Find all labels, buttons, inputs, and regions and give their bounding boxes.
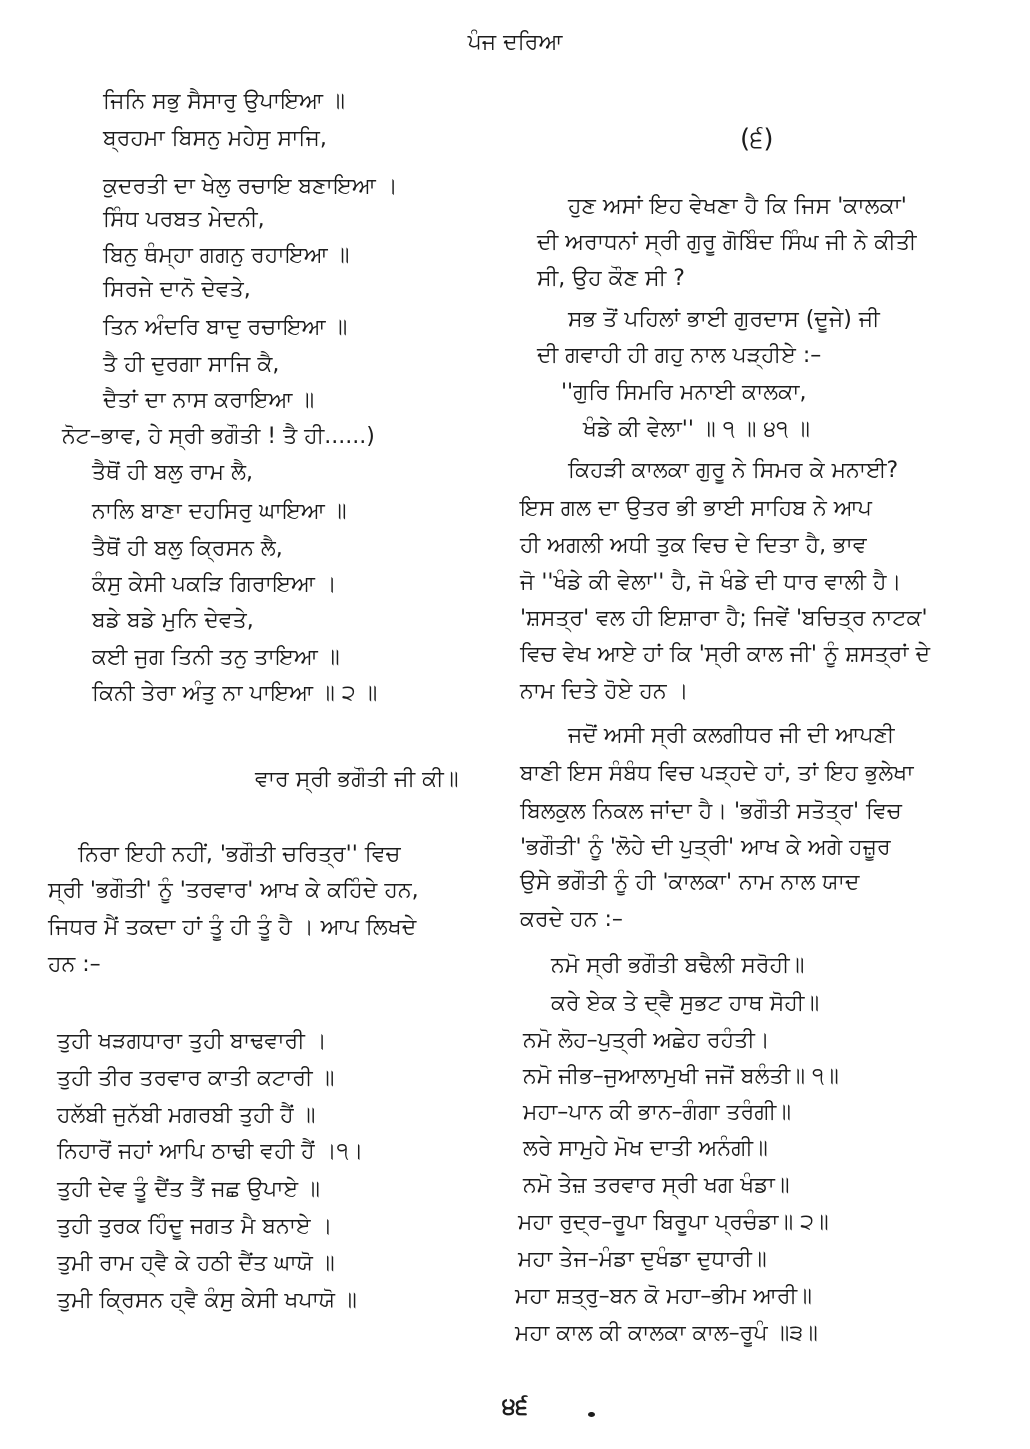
paragraph-line: 'ਸ਼ਸਤ੍ਰ' ਵਲ ਹੀ ਇਸ਼ਾਰਾ ਹੈ; ਜਿਵੇਂ 'ਬਚਿਤ੍ਰ ਨਾਟਕ' [520,606,928,631]
paragraph-line: ਸੀ, ਉਹ ਕੌਣ ਸੀ ? [537,266,685,291]
note-line: ਨੋਟ–ਭਾਵ, ਹੇ ਸ੍ਰੀ ਭਗੌਤੀ ! ਤੈ ਹੀ......) [62,424,375,449]
verse-line: ਤੁਹੀ ਤੀਰ ਤਰਵਾਰ ਕਾਤੀ ਕਟਾਰੀ ॥ [57,1066,335,1091]
verse-line: ਬ੍ਰਹਮਾ ਬਿਸਨੁ ਮਹੇਸੁ ਸਾਜਿ, [103,126,327,151]
verse-line: ਨਮੋ ਜੀਭ–ਜੁਆਲਾਮੁਖੀ ਜਜੋਂ ਬਲੰਤੀ॥ ੧॥ [523,1064,839,1089]
page-header: ਪੰਜ ਦਰਿਆ [467,30,563,55]
verse-line: ਬਡੇ ਬਡੇ ਮੁਨਿ ਦੇਵਤੇ, [92,608,254,633]
paragraph-line: ਜਿਧਰ ਮੈਂ ਤਕਦਾ ਹਾਂ ਤੂੰ ਹੀ ਤੂੰ ਹੈ । ਆਪ ਲਿਖਦੇ [48,915,417,940]
verse-line: ਤੁਮੀ ਰਾਮ ਹ੍ਵੈ ਕੇ ਹਠੀ ਦੈਂਤ ਘਾਯੋ ॥ [57,1251,335,1276]
paragraph-line: ਹਨ :– [48,952,101,977]
paragraph-line: ਨਿਰਾ ਇਹੀ ਨਹੀਂ, 'ਭਗੌਤੀ ਚਰਿਤ੍ਰ'' ਵਿਚ [78,842,401,867]
paragraph-line: ਉਸੇ ਭਗੌਤੀ ਨੂੰ ਹੀ 'ਕਾਲਕਾ' ਨਾਮ ਨਾਲ ਯਾਦ [520,870,860,895]
paragraph-line: ਇਸ ਗਲ ਦਾ ਉਤਰ ਭੀ ਭਾਈ ਸਾਹਿਬ ਨੇ ਆਪ [520,496,872,521]
paragraph-line: ਵਿਚ ਵੇਖ ਆਏ ਹਾਂ ਕਿ 'ਸ੍ਰੀ ਕਾਲ ਜੀ' ਨੂੰ ਸ਼ਸਤ੍ਰਾਂ ਦੇ [520,642,931,667]
verse-line: ਸਿੰਧ ਪਰਬਤ ਮੇਦਨੀ, [103,207,265,232]
verse-line: ਬਿਨੁ ਥੰਮ੍ਹਾ ਗਗਨੁ ਰਹਾਇਆ ॥ [103,243,350,268]
verse-line: ਮਹਾ ਕਾਲ ਕੀ ਕਾਲਕਾ ਕਾਲ–ਰੂਪੰ ॥੩॥ [515,1321,818,1346]
verse-line: ਨਾਲਿ ਬਾਣਾ ਦਹਸਿਰੁ ਘਾਇਆ ॥ [92,499,347,524]
verse-line: ਤੈ ਹੀ ਦੁਰਗਾ ਸਾਜਿ ਕੈ, [103,352,280,377]
verse-line: ਨਿਹਾਰੋਂ ਜਹਾਂ ਆਪਿ ਠਾਢੀ ਵਹੀ ਹੈਂ ।੧। [57,1139,364,1164]
subheading: ਵਾਰ ਸ੍ਰੀ ਭਗੌਤੀ ਜੀ ਕੀ॥ [255,767,459,792]
quote-line: ''ਗੁਰਿ ਸਿਮਰਿ ਮਨਾਈ ਕਾਲਕਾ, [561,380,807,405]
verse-line: ਮਹਾ ਤੇਜ–ਮੰਡਾ ਦੁਖੰਡਾ ਦੁਧਾਰੀ॥ [518,1247,767,1272]
verse-line: ਤੈਥੋਂ ਹੀ ਬਲੁ ਕ੍ਰਿਸਨ ਲੈ, [92,536,283,561]
verse-line: ਤੁਮੀ ਕ੍ਰਿਸਨ ਹ੍ਵੈ ਕੰਸੁ ਕੇਸੀ ਖਪਾਯੋ ॥ [57,1288,357,1313]
verse-line: ਮਹਾ ਸ਼ਤ੍ਰੁ–ਬਨ ਕੋ ਮਹਾ–ਭੀਮ ਆਰੀ॥ [515,1284,812,1309]
verse-line: ਤੁਹੀ ਖੜਗਧਾਰਾ ਤੁਹੀ ਬਾਢਵਾਰੀ । [57,1029,327,1054]
verse-line: ਸਿਰਜੇ ਦਾਨੋ ਦੇਵਤੇ, [103,277,251,302]
verse-line: ਕਰੇ ਏਕ ਤੇ ਦ੍ਵੈ ਸੁਭਟ ਹਾਥ ਸੋਹੀ॥ [551,991,820,1016]
paragraph-line: ਦੀ ਅਰਾਧਨਾਂ ਸ੍ਰੀ ਗੁਰੂ ਗੋਬਿੰਦ ਸਿੰਘ ਜੀ ਨੇ ਕੀਤੀ [537,230,917,255]
verse-line: ਕਿਨੀ ਤੇਰਾ ਅੰਤੁ ਨਾ ਪਾਇਆ ॥ ੨ ॥ [92,681,378,706]
verse-line: ਕੰਸੁ ਕੇਸੀ ਪਕੜਿ ਗਿਰਾਇਆ । [92,572,337,597]
paragraph-line: ਕਰਦੇ ਹਨ :– [520,907,623,932]
paragraph-line: ਬਿਲਕੁਲ ਨਿਕਲ ਜਾਂਦਾ ਹੈ। 'ਭਗੌਤੀ ਸਤੋਤ੍ਰ' ਵਿਚ [520,799,902,824]
ink-speck [588,1412,595,1417]
verse-line: ਲਰੇ ਸਾਮੁਹੇ ਮੋਖ ਦਾਤੀ ਅਨੰਗੀ॥ [523,1136,768,1161]
verse-line: ਨਮੋ ਲੋਹ–ਪੁਤ੍ਰੀ ਅਛੇਹ ਰਹੰਤੀ। [523,1028,770,1053]
verse-line: ਹਲੱਬੀ ਜੁਨੱਬੀ ਮਗਰਬੀ ਤੁਹੀ ਹੈਂ ॥ [57,1103,316,1128]
verse-line: ਨਮੋ ਸ੍ਰੀ ਭਗੌਤੀ ਬਢੈਲੀ ਸਰੋਹੀ॥ [551,953,805,978]
paragraph-line: ਜੋ ''ਖੰਡੇ ਕੀ ਵੇਲਾ'' ਹੈ, ਜੋ ਖੰਡੇ ਦੀ ਧਾਰ ਵਾਲੀ ਹੈ। [520,570,902,595]
paragraph-line: ਹੀ ਅਗਲੀ ਅਧੀ ਤੁਕ ਵਿਚ ਦੇ ਦਿਤਾ ਹੈ, ਭਾਵ [520,533,867,558]
verse-line: ਤਿਨ ਅੰਦਰਿ ਬਾਦੁ ਰਚਾਇਆ ॥ [103,315,348,340]
paragraph-line: ਨਾਮ ਦਿਤੇ ਹੋਏ ਹਨ । [520,679,689,704]
paragraph-line: ਸ੍ਰੀ 'ਭਗੌਤੀ' ਨੂੰ 'ਤਰਵਾਰ' ਆਖ ਕੇ ਕਹਿੰਦੇ ਹਨ, [48,878,419,903]
paragraph-line: 'ਭਗੌਤੀ' ਨੂੰ 'ਲੋਹੇ ਦੀ ਪੁਤ੍ਰੀ' ਆਖ ਕੇ ਅਗੇ ਹਜ਼ੂਰ [520,835,891,860]
verse-line: ਮਹਾ ਰੁਦ੍ਰ–ਰੂਪਾ ਬਿਰੂਪਾ ਪ੍ਰਚੰਡਾ॥ ੨॥ [518,1210,829,1235]
verse-line: ਕੁਦਰਤੀ ਦਾ ਖੇਲੁ ਰਚਾਇ ਬਣਾਇਆ । [103,174,398,199]
paragraph-line: ਹੁਣ ਅਸਾਂ ਇਹ ਵੇਖਣਾ ਹੈ ਕਿ ਜਿਸ 'ਕਾਲਕਾ' [568,194,907,219]
section-number: (੬) [740,124,774,154]
paragraph-line: ਕਿਹੜੀ ਕਾਲਕਾ ਗੁਰੂ ਨੇ ਸਿਮਰ ਕੇ ਮਨਾਈ? [568,458,899,483]
verse-line: ਕਈ ਜੁਗ ਤਿਨੀ ਤਨੁ ਤਾਇਆ ॥ [92,645,340,670]
verse-line: ਜਿਨਿ ਸਭੁ ਸੈਸਾਰੁ ਉਪਾਇਆ ॥ [103,89,345,114]
paragraph-line: ਦੀ ਗਵਾਹੀ ਹੀ ਗਹੁ ਨਾਲ ਪੜ੍ਹੀਏ :– [537,343,822,368]
paragraph-line: ਬਾਣੀ ਇਸ ਸੰਬੰਧ ਵਿਚ ਪੜ੍ਹਦੇ ਹਾਂ, ਤਾਂ ਇਹ ਭੁਲੇਖਾ [520,761,914,786]
paragraph-line: ਸਭ ਤੋਂ ਪਹਿਲਾਂ ਭਾਈ ਗੁਰਦਾਸ (ਦੂਜੇ) ਜੀ [568,307,880,332]
verse-line: ਨਮੋ ਤੇਜ਼ ਤਰਵਾਰ ਸ੍ਰੀ ਖਗ ਖੰਡਾ॥ [523,1173,790,1198]
verse-line: ਤੁਹੀ ਦੇਵ ਤੂੰ ਦੈਂਤ ਤੈਂ ਜਛ ਉਪਾਏ ॥ [57,1177,320,1202]
verse-line: ਤੈਥੋਂ ਹੀ ਬਲੁ ਰਾਮ ਲੈ, [92,460,254,485]
page-number: ੪੬ [501,1392,529,1420]
verse-line: ਮਹਾ–ਪਾਨ ਕੀ ਭਾਨ–ਗੰਗਾ ਤਰੰਗੀ॥ [523,1100,792,1125]
verse-line: ਤੁਹੀ ਤੁਰਕ ਹਿੰਦੂ ਜਗਤ ਮੈ ਬਨਾਏ । [57,1214,333,1239]
quote-line: ਖੰਡੇ ਕੀ ਵੇਲਾ'' ॥ ੧ ॥ ੪੧ ॥ [583,417,810,442]
paragraph-line: ਜਦੋਂ ਅਸੀ ਸ੍ਰੀ ਕਲਗੀਧਰ ਜੀ ਦੀ ਆਪਣੀ [568,723,895,748]
verse-line: ਦੈਤਾਂ ਦਾ ਨਾਸ ਕਰਾਇਆ ॥ [103,388,315,413]
